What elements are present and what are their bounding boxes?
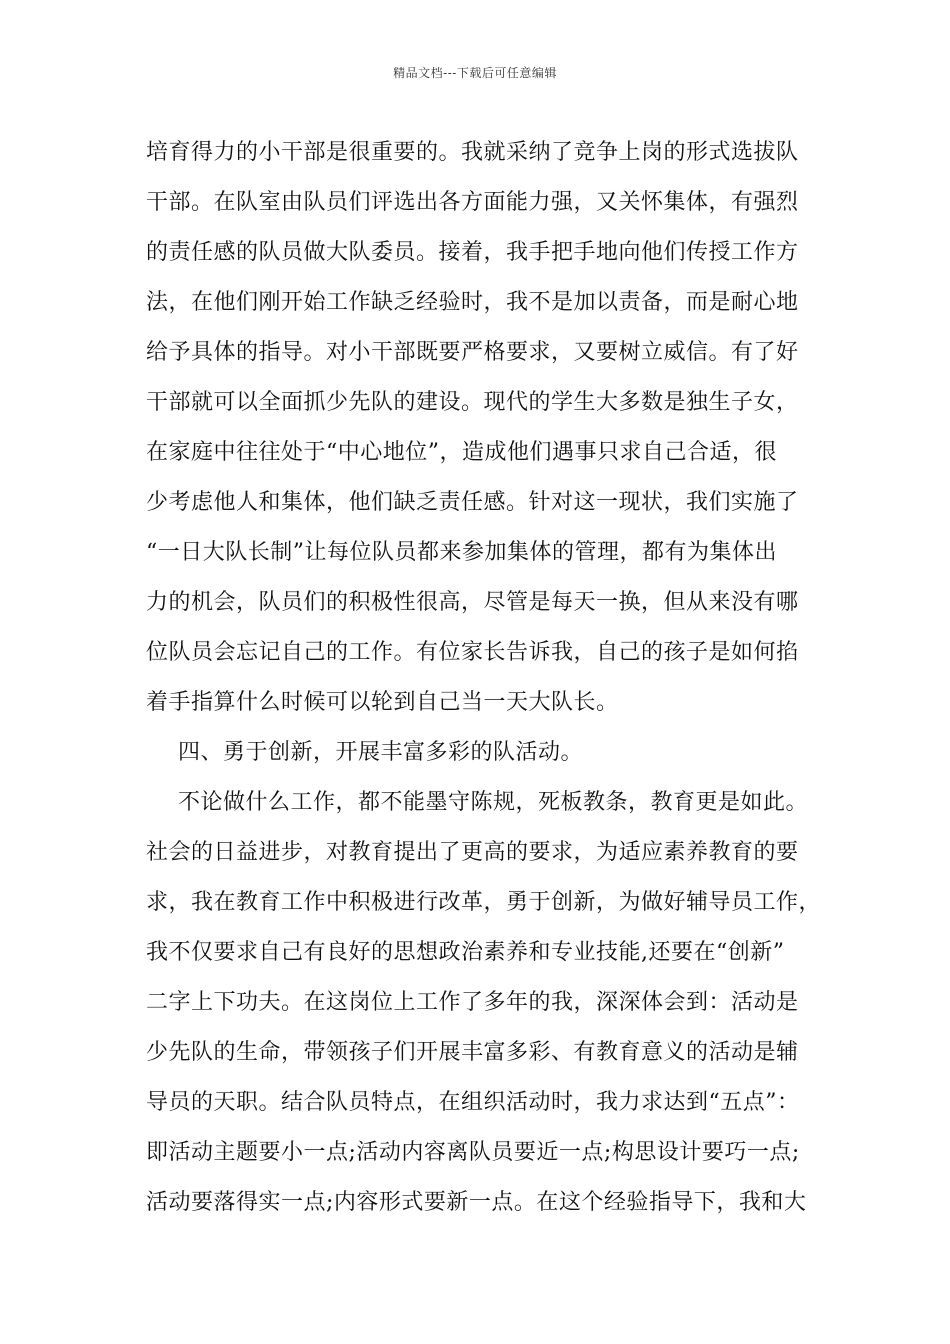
text-line: 干部。在队室由队员们评选出各方面能力强，又关怀集体，有强烈 [146,190,799,215]
text-line: 即活动主题要小一点;活动内容离队员要近一点;构思设计要巧一点; [146,1140,800,1165]
text-line: 给予具体的指导。对小干部既要严格要求，又要树立威信。有了好 [146,340,799,365]
text-line: 少先队的生命，带领孩子们开展丰富多彩、有教育意义的活动是辅 [146,1040,799,1065]
text-line: 位队员会忘记自己的工作。有位家长告诉我，自己的孩子是如何掐 [146,640,799,665]
text-line: 力的机会，队员们的积极性很高，尽管是每天一换，但从来没有哪 [146,590,799,615]
text-line: 导员的天职。结合队员特点，在组织活动时，我力求达到“五点”： [146,1090,800,1115]
text-line: 的责任感的队员做大队委员。接着，我手把手地向他们传授工作方 [146,240,799,265]
document-body [146,128,822,1228]
text-line: 在家庭中往往处于“中心地位”，造成他们遇事只求自己合适，很 [146,440,777,465]
section-heading: 四、勇于创新，开展丰富多彩的队活动。 [178,740,584,765]
text-line: 培育得力的小干部是很重要的。我就采纳了竞争上岗的形式选拔队 [146,140,799,165]
text-line: 干部就可以全面抓少先队的建设。现代的学生大多数是独生子女， [146,390,799,415]
text-line: “一日大队长制”让每位队员都来参加集体的管理，都有为集体出 [146,540,777,565]
text-line: 法，在他们刚开始工作缺乏经验时，我不是加以责备，而是耐心地 [146,290,799,315]
text-line: 我不仅要求自己有良好的思想政治素养和专业技能,还要在“创新” [146,940,785,965]
text-line: 少考虑他人和集体，他们缺乏责任感。针对这一现状，我们实施了 [146,490,799,515]
text-line: 社会的日益进步，对教育提出了更高的要求，为适应素养教育的要 [146,840,799,865]
text-line: 活动要落得实一点;内容形式要新一点。在这个经验指导下，我和大 [146,1190,807,1215]
text-line: 二字上下功夫。在这岗位上工作了多年的我，深深体会到：活动是 [146,990,799,1015]
paragraph-first-line: 不论做什么工作，都不能墨守陈规，死板教条，教育更是如此。 [178,790,809,815]
text-line: 求，我在教育工作中积极进行改革，勇于创新，为做好辅导员工作， [146,890,822,915]
text-line: 着手指算什么时候可以轮到自己当一天大队长。 [146,690,619,715]
page-header: 精品文档---下载后可任意编辑 [393,66,557,80]
